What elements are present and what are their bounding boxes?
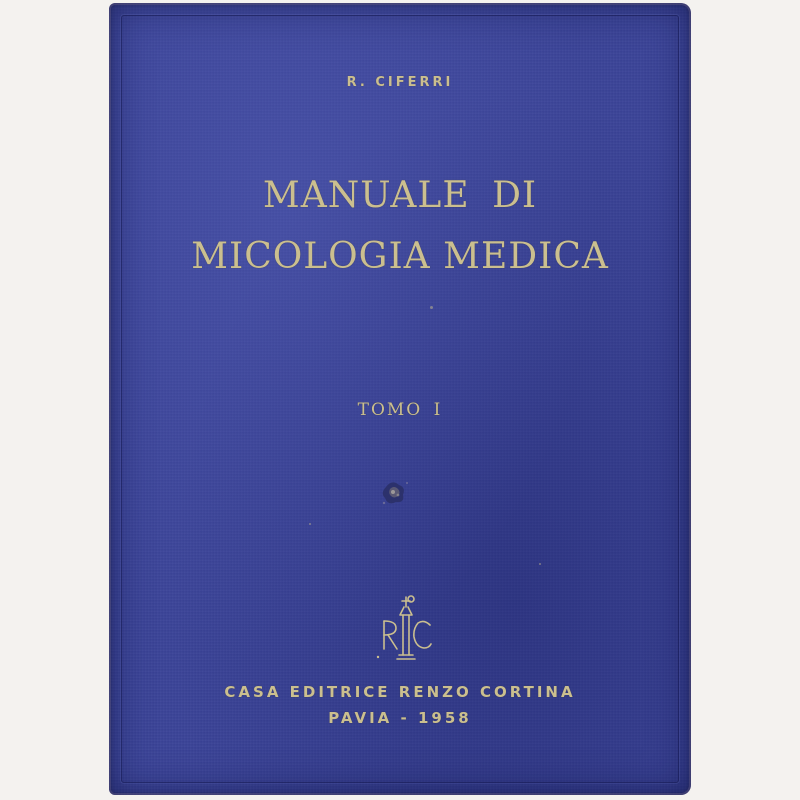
publisher-logo-icon: [362, 593, 442, 671]
cover-edge-wear: [109, 3, 691, 795]
publisher-name: CASA EDITRICE RENZO CORTINA: [224, 683, 576, 701]
gilt-speck: [430, 306, 433, 309]
volume-label: TOMO I: [357, 400, 443, 420]
stain-mark: [372, 473, 418, 513]
book-cover: [109, 3, 691, 795]
publication-place-year: PAVIA - 1958: [328, 709, 472, 727]
author-name: R. CIFERRI: [346, 75, 454, 90]
title-line-2: MICOLOGIA MEDICA: [191, 236, 609, 277]
gilt-speck: [539, 563, 541, 565]
gilt-speck: [309, 523, 311, 525]
title-line-1: MANUALE DI: [262, 175, 538, 216]
